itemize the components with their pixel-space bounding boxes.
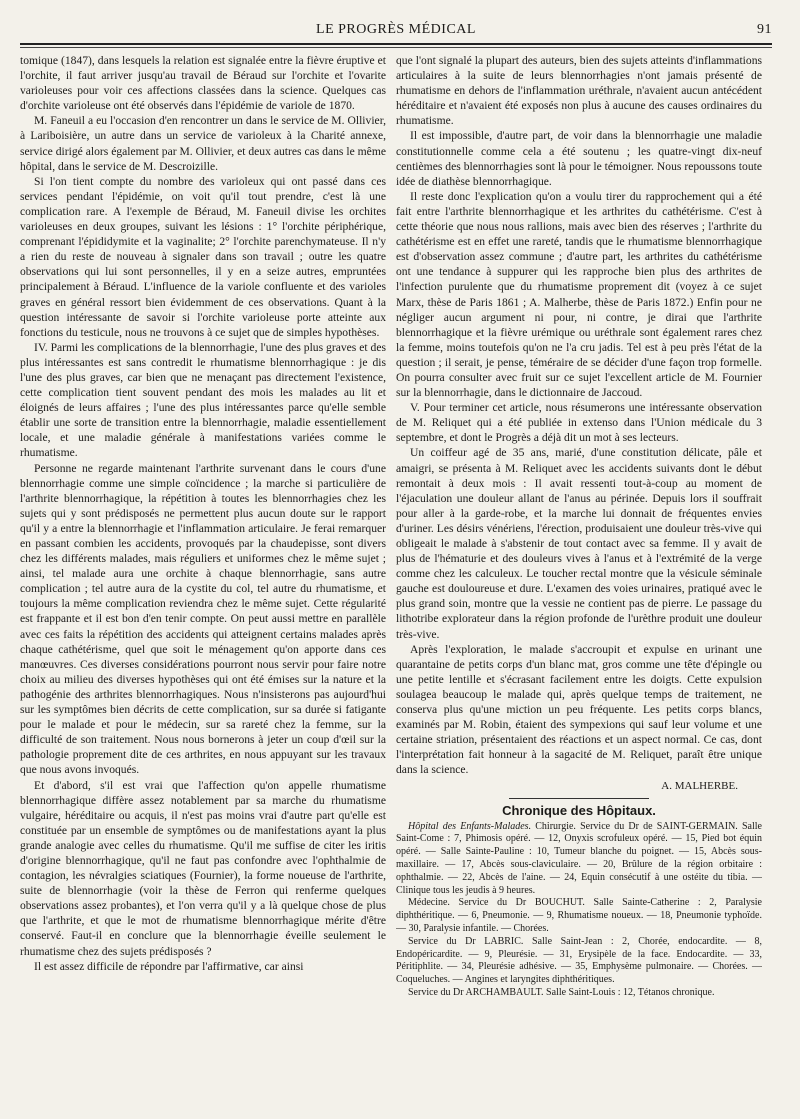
left-column	[20, 53, 386, 1105]
paragraph: IV. Parmi les complications de la blennorrhagie, l'une des plus graves et des plus intéressantes est sans contredit le rhumatisme blennorrhagique : je dis l'une des plus graves, car bien que ne menaçant pas directement l'existence, cette complication tient souvent pendant des mois les malades au lit et éloignés de leurs affaires ; l'une des plus intéressantes parce qu'elle semble établir une sorte de transition entre la blennorrhagie, maladie essentiellement locale, et une maladie générale à manifestations variées comme le rhumatisme.	[20, 340, 386, 460]
chronicle-entry: Médecine. Service du Dr BOUCHUT. Salle Sainte-Catherine : 2, Paralysie diphthéritique. — 6, Pneumonie. — 9, Rhumatisme noueux. — 18, Pneumonie typhoïde. — 30, Paralysie infantile. — Chorées.	[396, 897, 762, 935]
paragraph: tomique (1847), dans lesquels la relation est signalée entre la fièvre éruptive et l'orchite, il faut arriver jusqu'au travail de Béraud sur l'orchite et l'ovarite varioleuses pour voir ces affections classées dans la science. Quelques cas d'orchite varioleuse ont été observés dans l'épidémie de variole de 1870.	[20, 54, 386, 113]
paragraph: V. Pour terminer cet article, nous résumerons une intéressante observation de M. Reliquet qui a été publiée in extenso dans l'Union médicale du 3 septembre, et dont le Progrès a déjà dit un mot à ses lecteurs.	[396, 401, 762, 445]
paragraph: Il est assez difficile de répondre par l'affirmative, car ainsi	[34, 959, 304, 973]
page-number: 91	[757, 22, 772, 37]
paragraph: Après l'exploration, le malade s'accroupit et expulse en urinant une quarantaine de petits corps d'un blanc mat, gros comme une tête d'épingle ou une petite lentille et s'écrasant facilement entre les doigts. Cette expulsion soulagea beaucoup le malade qui, après quelque temps de traitement, ne conserva plus qu'une miction un peu fréquente. Les petits corps blancs, examinés par M. Robin, étaient des sympexions qui sauf leur volume et une certaine striation, présentaient des réactions et un aspect normal. Ce cas, dont l'interprétation fait honneur à la sagacité de M. Reliquet, paraît être unique dans la science.	[396, 642, 762, 777]
page-header	[20, 22, 772, 42]
right-column	[396, 53, 762, 1105]
hospital-chronicle	[396, 821, 762, 1000]
header-rule	[20, 43, 772, 45]
section-divider	[509, 798, 649, 799]
header-rule-thin	[20, 47, 772, 48]
hospital-name: Hôpital des Enfants-Malades.	[408, 820, 532, 832]
paragraph: Et d'abord, s'il est vrai que l'affection qu'on appelle rhumatisme blennorrhagique diffère assez notablement par sa marche du rhumatisme vulgaire, héréditaire ou acquis, il n'est pas moins vrai d'autre part qu'elle est constituée par un ensemble de symptômes ou de manifestations ayant la plus grande analogie avec celles du rhumatisme. Qu'il me suffise de citer les iritis d'origine blennorrhagique, qu'il ne faut pas confondre avec l'ophthalmie de contagion, les névralgies sciatiques (Fournier), la forme noueuse de l'arthrite, suite de blennorrhagie (voir la thèse de Ferron qui renferme quelques observations assez probantes), et l'on verra qu'il y a là quelque chose de plus que l'arthrite, et que le mot de rhumatisme blennorrhagique mérite d'être conservé. Faut-il en conclure que la blennorrhagie éveille seulement le rhumatisme chez des sujets prédisposés ?	[20, 778, 386, 958]
paragraph: M. Faneuil a eu l'occasion d'en rencontrer un dans le service de M. Ollivier, à Lariboisière, un autre dans un service de varioleux à la Charité annexe, service dirigé alors également par M. Ollivier, et deux autres cas dans le même hôpital, dans le service de M. Descroizille.	[20, 114, 386, 173]
paragraph: Un coiffeur agé de 35 ans, marié, d'une constitution délicate, pâle et amaigri, se présenta à M. Reliquet avec les accidents suivants dont le début remontait à deux mois : Il avait ressenti tout-à-coup au moment de l'éjaculation une douleur allant de l'anus au périnée. Depuis lors il souffrait pour aller à la garde-robe, et la marche lui donnait de fréquentes envies d'uriner. Les désirs vénériens, l'érection, produisaient une douleur très-vive qui obligeait le malade à s'abstenir de tout contact avec sa femme. Il y avait de plus de l'hématurie et des douleurs vives à l'anus et à l'extrémité de la verge comme chez les calculeux. Le toucher rectal montre que la vésicule séminale gauche est douloureuse et dure. L'examen des voies urinaires, pratiqué avec le plus grand soin, montre que la vessie ne contient pas de pierre. Le passage du lithotribe explorateur dans la région profonde de l'urèthre produit une douleur très-vive.	[396, 446, 762, 641]
journal-title: LE PROGRÈS MÉDICAL	[316, 22, 476, 37]
chronicle-entry: Service du Dr LABRIC. Salle Saint-Jean : 2, Chorée, endocardite. — 8, Endopéricardite. — 9, Pleurésie. — 31, Erysipèle de la face. Endocardite. — 33, Péritiphlite. — 34, Pleurésie adhésive. — 35, Emphysème pulmonaire. — Chorées. — Coqueluches. — Angines et laryngites diphthéritiques.	[396, 935, 762, 986]
author-signature: A. MALHERBE.	[661, 779, 738, 792]
paragraph: que l'ont signalé la plupart des auteurs, bien des sujets atteints d'inflammations articulaires à la suite de leurs blennorrhagies n'ont jamais présenté de rhumatisme en dehors de l'inflammation uréthrale, n'avaient aucun antécédent héréditaire et n'avaient été exposés non plus à aucune des causes ordinaires du rhumatisme.	[396, 54, 762, 128]
paragraph: Personne ne regarde maintenant l'arthrite survenant dans le cours d'une blennorrhagie comme une simple coïncidence ; la marche si particulière de l'arthrite blennorrhagique, la répétition à toutes les blennorrhagies chez les sujets qui y sont prédisposés ne permettent plus aucun doute sur le rapport qu'il y a entre la blennorrhagie et l'inflammation articulaire. Je ferai remarquer en passant combien les accidents, provoqués par la chaudepisse, sont divers chez les différents malades, mais réguliers et uniformes chez le même sujet ; ainsi, tel malade aura une orchite à chaque blennorrhagie, sans autre complication ; tel autre aura de la cystite du col, tel autre du rhumatisme, et toujours la même complication reviendra chez le même sujet. Cette régularité est frappante et il est bon d'en tenir compte. On peut aussi mettre en parallèle avec ces faits la répétition des accidents qui atteignent certains malades après chaque cathétérisme, quel que soit le ménagement qu'on apporte dans ces manœuvres. Ces diverses considérations pourront nous servir pour faire notre choix au milieu des diverses hypothèses qui ont été émises sur la nature et la pathogénie des arthrites blennorrhagiques. Nous n'insisterons pas aujourd'hui sur les symptômes bien décrits de cette complication, sur sa durée si fatigante pour le malade et pour le médecin, sur sa rareté chez la femme, sur la difficulté de son traitement. Nous nous bornerons à jeter un coup d'œil sur la pathologie proprement dite de ces arthrites, en nous appuyant sur les travaux que nous avons invoqués.	[20, 461, 386, 777]
chronicle-entry	[396, 821, 762, 898]
chronicle-heading: Chronique des Hôpitaux.	[502, 802, 656, 818]
paragraph: Si l'on tient compte du nombre des varioleux qui ont passé dans ces services pendant l'épidémie, on voit qu'il tout prendre, c'est là une complication rare. A l'exemple de Béraud, M. Faneuil divise les orchites varioleuses en deux groupes, suivant les lésions : 1° l'orchite périphérique, comprenant l'épididymite et la vaginalite; 2° l'orchite parenchymateuse. Il n'y a rien du reste de nouveau à signaler dans son travail ; outre les quatre observations qui lui sont personnelles, il y en a seize autres, empruntées principalement à Béraud. L'influence de la variole confluente et des varioles graves en général ressort bien évidemment de ces observations. Quant à la question intéressante de savoir si l'orchite varioleuse porte atteinte aux fonctions du testicule, nous ne trouvons à ce sujet que de simples hypothèses.	[20, 174, 386, 339]
paragraph: Il est impossible, d'autre part, de voir dans la blennorrhagie une maladie constitutionnelle comme cela a été soutenu ; les quatre-vingt dix-neuf centièmes des blennorrhagies sont là pour le témoigner. Nous repoussons toute idée de diathèse blennorrhagique.	[396, 129, 762, 188]
chronicle-text: Chirurgie. Service du Dr de SAINT-GERMAIN. Salle Saint-Come : 7, Phimosis opéré. — 12, Onyxis scrofuleux opéré. — 15, Pied bot équin opéré. — Salle Sainte-Pauline : 10, Tumeur blanche du poignet. — 15, Abcès sous-maxillaire. — 17, Abcès sous-claviculaire. — 20, Brûlure de la région orbitaire : ophthalmie. — 22, Abcès de l'aine. — 24, Equin consécutif à une ostéite du tibia. — Clinique tous les jeudis à 9 heures.	[396, 820, 762, 896]
paragraph: Il reste donc l'explication qu'on a voulu tirer du rapprochement qui a été fait entre l'arthrite blennorrhagique et les arthrites du cathétérisme. C'est à cette théorie que nous nous rallions, mais avec bien des réserves ; l'arthrite du cathétérisme est en effet une rareté, tandis que le rhumatisme blennorrhagique est d'observation assez commune ; d'autre part, les arthrites du cathétérisme ont une tendance à suppurer qui les rapproche bien plus des arthrites de l'infection purulente que du rhumatisme proprement dit (voyez à ce sujet Marx, thèse de Paris 1861 ; A. Malherbe, thèse de Paris 1872.) Enfin pour ne négliger aucun argument ni pour, ni contre, je dirai que l'arthrite blennorrhagique et la fièvre urémique ou uréthrale sont également rares chez la femme, moins toutefois qu'on ne l'a cru jadis. Tel est à peu près l'état de la question ; il serait, je pense, téméraire de se décider d'une façon trop formelle. On pourra consulter avec fruit sur ce sujet l'excellent article de M. Fournier sur la blennorrhagie, dans le dictionnaire de Jaccoud.	[396, 189, 762, 400]
chronicle-entry: Service du Dr ARCHAMBAULT. Salle Saint-Louis : 12, Tétanos chronique.	[408, 987, 715, 999]
